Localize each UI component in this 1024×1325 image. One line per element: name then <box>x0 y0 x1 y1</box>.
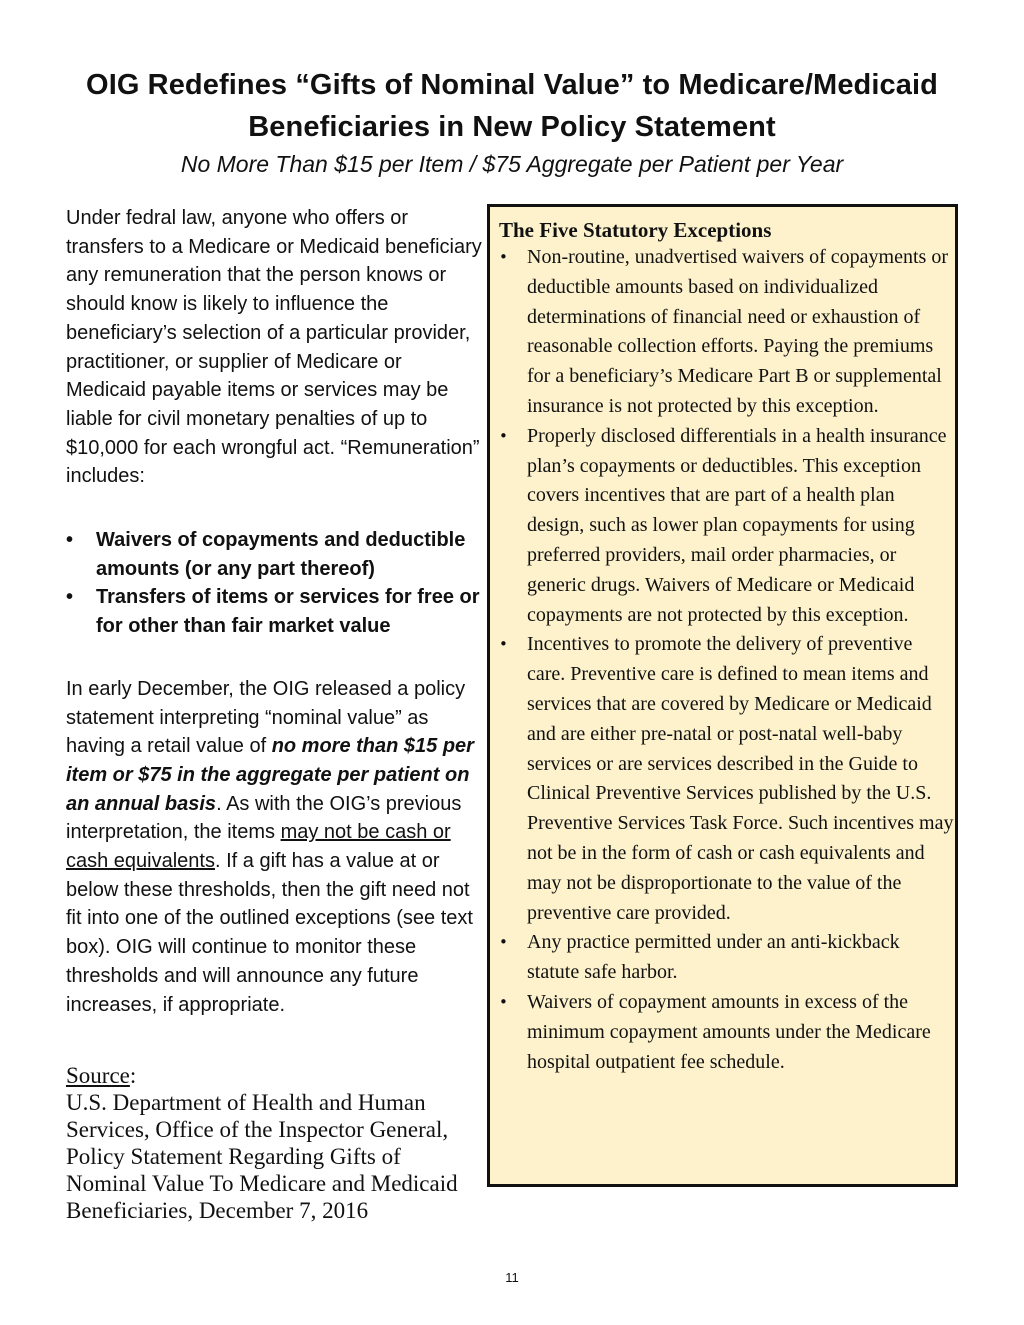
bullet-icon: • <box>499 426 508 445</box>
bullet-icon: • <box>66 529 74 552</box>
subtitle: No More Than $15 per Item / $75 Aggregate per Patient per Year <box>180 151 844 177</box>
box-title: The Five Statutory Exceptions <box>499 218 772 242</box>
exception-item <box>499 243 955 422</box>
remuneration-list <box>66 526 486 641</box>
page-number: 11 <box>505 1270 519 1285</box>
intro-paragraph: Under fedral law, anyone who offers or transfers to a Medicare or Medicaid beneficiary any remuneration that the person knows or should know is likely to influence the beneficiary’s selection of a particular provider, practitioner, or supplier of Medicare or Medicaid payable items or services may be liable for civil monetary penalties of up to $10,000 for each wrongful act. “Remuneration” includes: <box>66 207 482 488</box>
title-line-2: Beneficiaries in New Policy Statement <box>248 111 776 143</box>
source-citation <box>66 1062 486 1224</box>
exception-item <box>499 422 955 631</box>
bullet-icon: • <box>499 635 508 654</box>
source-heading <box>66 1062 486 1089</box>
bullet-icon: • <box>499 992 508 1011</box>
exception-item-text: Incentives to promote the delivery of preventive care. Preventive care is defined to mean items and services that are covered by Medicare or Medicaid and are either pre-natal or post-natal well-baby services or are services described in the Guide to Clinical Preventive Services published by the U.S. Preventive Services Task Force. Such incentives may not be in the form of cash or cash equivalents and may not be disproportionate to the value of the preventive care provided. <box>527 633 954 924</box>
page-title <box>40 64 984 148</box>
exceptions-list <box>499 243 955 1077</box>
source-colon: : <box>129 1063 137 1088</box>
bullet-icon: • <box>499 248 508 266</box>
source-label: Source <box>66 1063 130 1088</box>
exception-item-text: Non-routine, unadvertised waivers of copayments or deductible amounts based on individualized determinations of financial need or exhaustion of reasonable collection efforts. Paying the premiums for a beneficiary’s Medicare Part B or supplemental insurance is not protected by this exception. <box>527 246 948 417</box>
remuneration-item-text: Transfers of items or services for free or for other than fair market value <box>96 586 480 638</box>
policy-text-end: . If a gift has a value at or below these thresholds, then the gift need not fit into one of the outlined exceptions (see text box). OIG will continue to monitor these thresholds and will announce any future increases, if appropriate. <box>66 850 473 1016</box>
policy-text-middle: . As with the OIG’s previous interpretation, the items <box>66 792 462 844</box>
remuneration-item <box>66 583 486 640</box>
bullet-icon: • <box>66 586 74 609</box>
source-text: U.S. Department of Health and Human Services, Office of the Inspector General, Policy Statement Regarding Gifts of Nominal Value To Medicare and Medicaid Beneficiaries, December 7, 2016 <box>66 1090 458 1223</box>
main-article <box>66 204 486 1019</box>
policy-text-start: In early December, the OIG released a policy statement interpreting “nominal value” as having a retail value of <box>66 677 466 758</box>
exception-item <box>499 630 955 928</box>
remuneration-item <box>66 526 486 583</box>
title-block <box>40 64 984 178</box>
bullet-icon: • <box>499 933 508 952</box>
exception-item <box>499 988 955 1077</box>
policy-threshold-emphasis: no more than $15 per item or $75 in the aggregate per patient on an annual basis <box>66 735 474 815</box>
exception-item <box>499 928 955 988</box>
exception-item-text: Properly disclosed differentials in a health insurance plan’s copayments or deductibles. This exception covers incentives that are part of a health plan design, such as lower plan copayments for using preferred providers, mail order pharmacies, or generic drugs. Waivers of Medicare or Medicaid copayments are not protected by this exception. <box>527 424 947 626</box>
title-line-1: OIG Redefines “Gifts of Nominal Value” to Medicare/Medicaid <box>86 69 938 101</box>
policy-paragraph <box>66 675 486 1019</box>
exception-item-text: Any practice permitted under an anti-kickback statute safe harbor. <box>527 931 900 984</box>
statutory-exceptions-box <box>487 204 958 1187</box>
remuneration-item-text: Waivers of copayments and deductible amounts (or any part thereof) <box>96 529 466 580</box>
cash-equivalents-emphasis: may not be cash or cash equivalents <box>66 821 451 873</box>
exception-item-text: Waivers of copayment amounts in excess of the minimum copayment amounts under the Medicare hospital outpatient fee schedule. <box>527 990 931 1073</box>
